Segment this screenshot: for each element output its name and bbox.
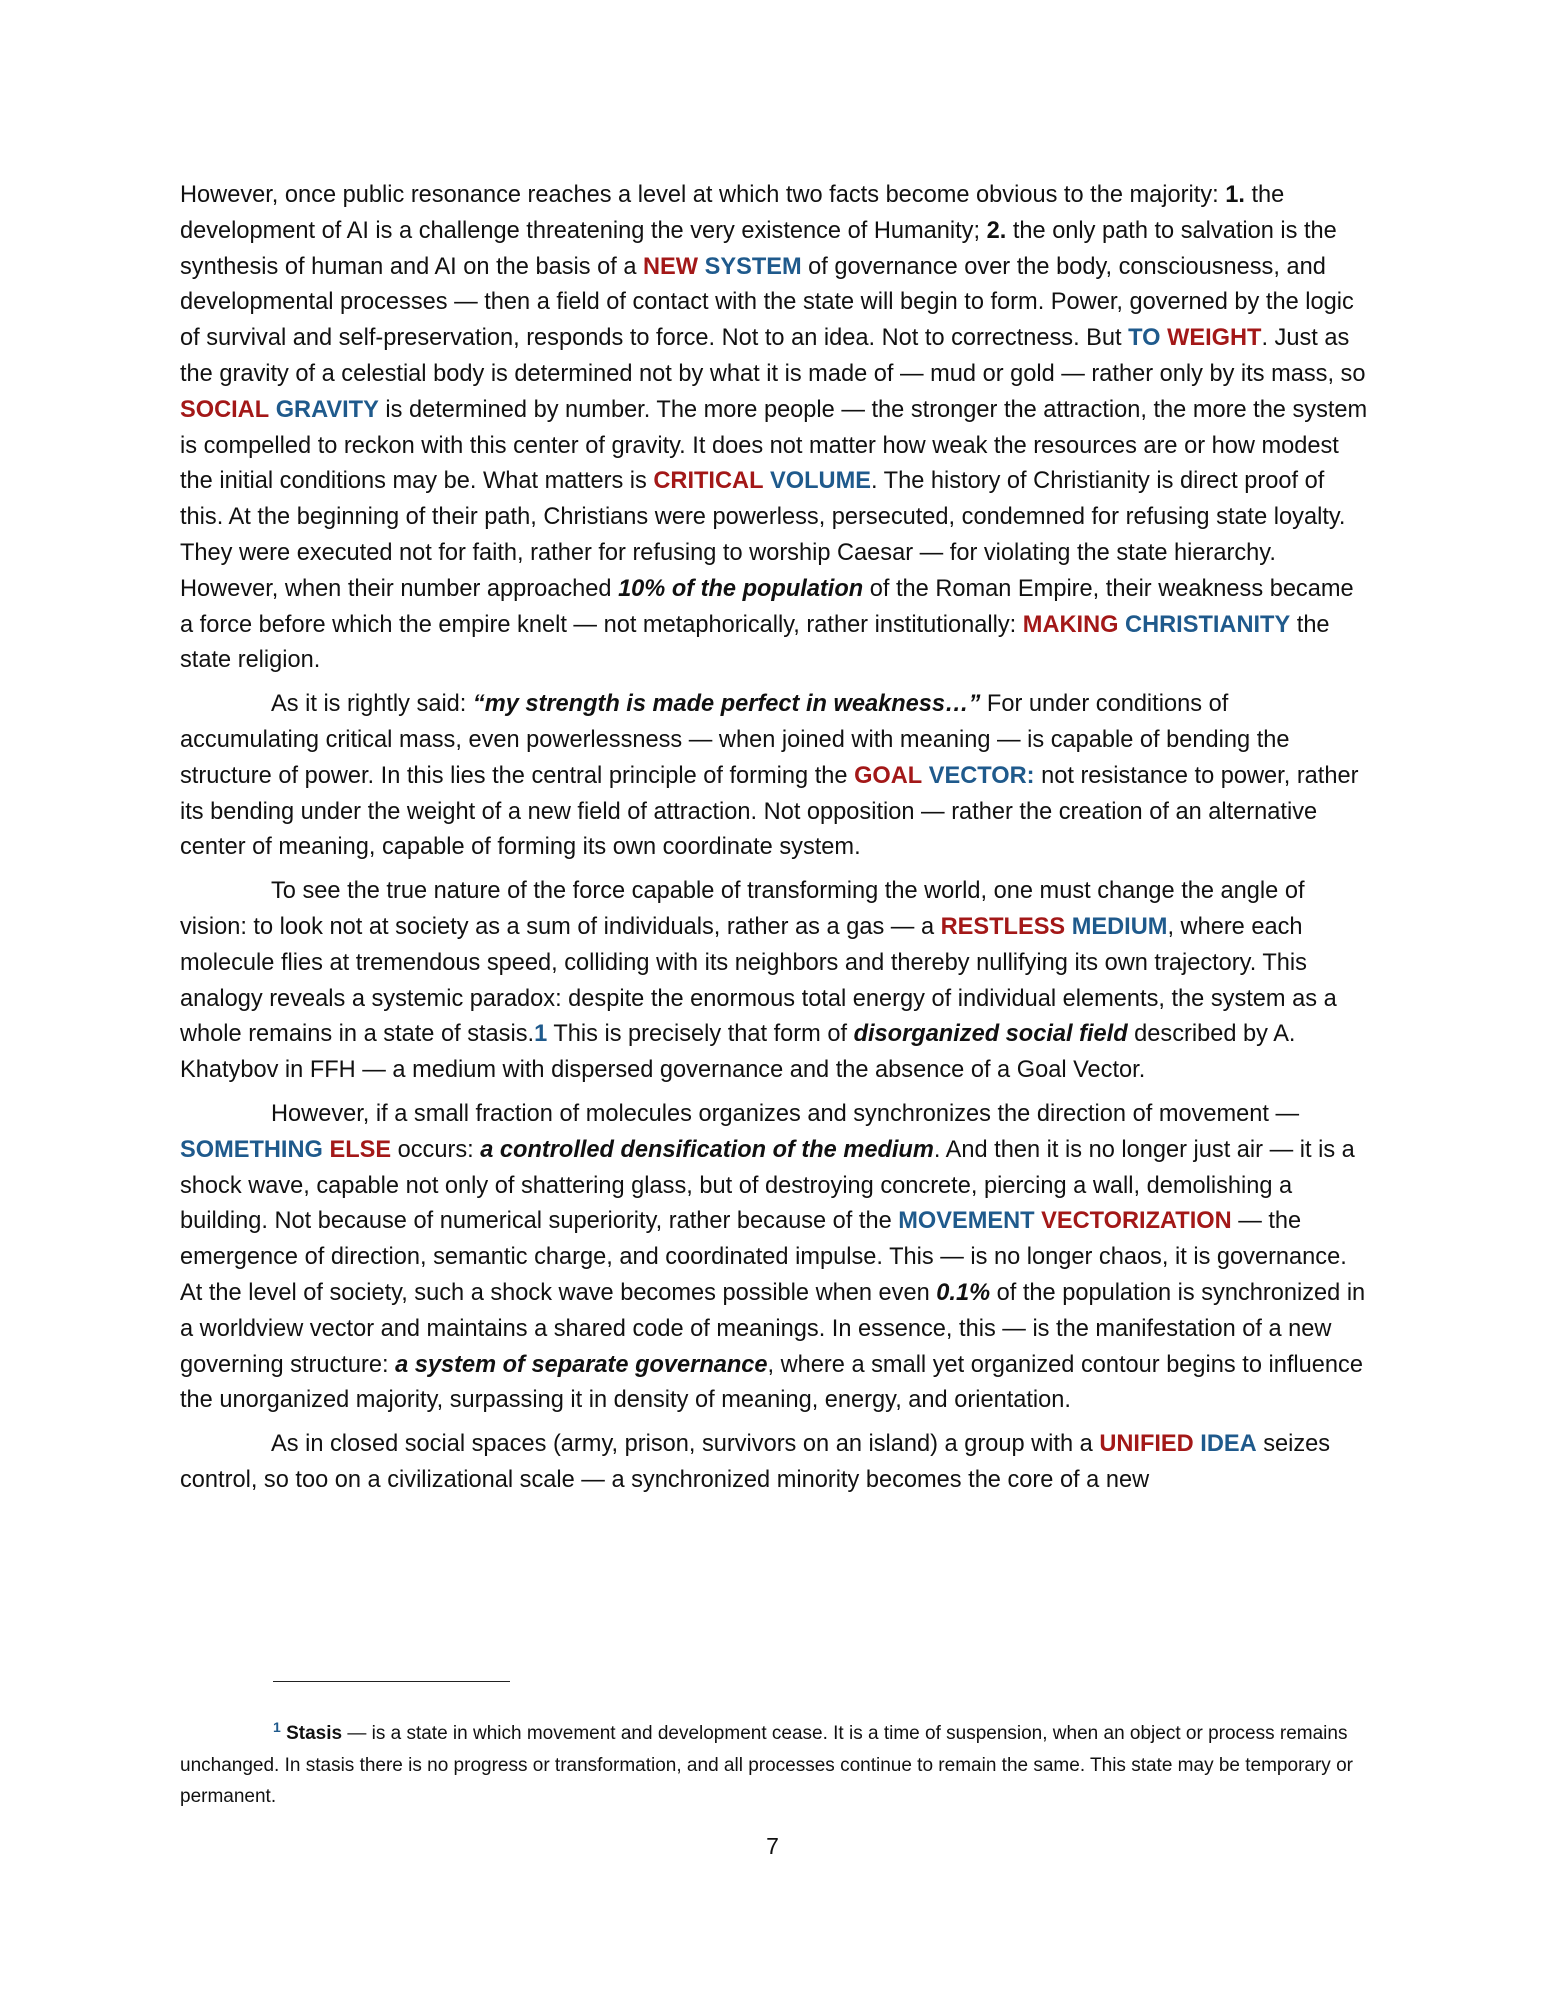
text-run: To see the true nature of the force capable of transforming the world, one must change the angle of vision: to look not at society as a sum of individuals, rather as a gas — a (180, 878, 1305, 940)
paragraph (180, 1097, 1370, 1419)
paragraph (180, 687, 1370, 866)
footnote-text: — is a state in which movement and development cease. It is a time of suspension, when an object or process remains unchanged. In stasis there is no progress or transformation, and all processes continue to remain the same. This state may be temporary or permanent. (180, 1723, 1353, 1807)
text-run: This is precisely that form of (547, 1021, 854, 1048)
highlighted-term: WEIGHT (1167, 325, 1262, 352)
highlighted-term: SOCIAL (180, 396, 270, 423)
text-run: described by A. Khatybov in FFH — a medium with dispersed governance and the absence of a Goal Vector. (180, 1021, 1296, 1084)
text-run: of the population is synchronized in a worldview vector and maintains a shared code of meanings. In essence, this — is the manifestation of a new governing structure: (180, 1279, 1366, 1378)
text-run: seizes control, so too on a civilizational scale — a synchronized minority becomes the core of a new (180, 1431, 1331, 1493)
highlighted-term: SOMETHING (180, 1136, 323, 1163)
text-run: As it is rightly said: (271, 691, 473, 718)
text-run: , where a small yet organized contour begins to influence the unorganized majority, surpassing it in density of meaning, energy, and orientation. (180, 1351, 1363, 1414)
text-run: . Just as the gravity of a celestial body is determined not by what it is made of — mud or gold — rather only by its mass, so (180, 325, 1366, 387)
footnote-separator (273, 1681, 510, 1682)
highlighted-term: NEW (643, 253, 699, 280)
highlighted-term: MOVEMENT (898, 1208, 1035, 1235)
text-run: . The history of Christianity is direct proof of this. At the beginning of their path, Christians were powerless, persecuted, condemned for refusing state loyalty. They were executed not for faith, rather for refusing to worship Caesar — for violating the state hierarchy. However, when their number approached (180, 468, 1346, 602)
highlighted-term: SYSTEM (704, 253, 802, 280)
highlighted-term: GRAVITY (275, 396, 379, 423)
footnote-reference: 1 (534, 1021, 548, 1048)
highlighted-term: UNIFIED (1099, 1431, 1194, 1458)
emphasis-text: disorganized social field (853, 1021, 1128, 1048)
highlighted-term: ELSE (329, 1136, 392, 1163)
paragraph (180, 1427, 1370, 1499)
list-marker: 1. (1225, 182, 1245, 208)
footnote (180, 1712, 1370, 1813)
highlighted-term: GOAL (854, 762, 923, 789)
paragraph (180, 178, 1370, 679)
text-run: the state religion. (180, 611, 1330, 674)
text-run: of governance over the body, consciousness, and developmental processes — then a field of contact with the state will begin to form. Power, governed by the logic of survival and self-preservation, responds to force. Not to an idea. Not to correctness. But (180, 253, 1354, 352)
emphasis-text: “my strength is made perfect in weakness…” (472, 691, 981, 718)
text-run: As in closed social spaces (army, prison, survivors on an island) a group with a (271, 1431, 1100, 1458)
highlighted-term: MEDIUM (1071, 913, 1168, 940)
text-run: — the emergence of direction, semantic charge, and coordinated impulse. This — is no longer chaos, it is governance. At the level of society, such a shock wave becomes possible when even (180, 1208, 1347, 1306)
highlighted-term: VECTORIZATION (1041, 1208, 1232, 1235)
highlighted-term: VECTOR: (928, 762, 1035, 789)
highlighted-term: TO (1128, 325, 1161, 352)
list-marker: 2. (986, 217, 1007, 244)
highlighted-term: MAKING (1022, 611, 1119, 638)
emphasis-text: a system of separate governance (395, 1351, 768, 1378)
highlighted-term: IDEA (1200, 1431, 1257, 1458)
text-run: is determined by number. The more people — the stronger the attraction, the more the system is compelled to reckon with this center of gravity. It does not matter how weak the resources are or how modest the initial conditions may be. What matters is (180, 396, 1368, 495)
highlighted-term: RESTLESS (940, 913, 1066, 940)
page-body (180, 178, 1370, 1507)
text-run: , where each molecule flies at tremendous speed, colliding with its neighbors and thereby nullifying its own trajectory. This analogy reveals a systemic paradox: despite the enormous total energy of individual elements, the system as a whole remains in a state of stasis. (180, 913, 1337, 1048)
footnote-marker: 1 (273, 1719, 281, 1735)
emphasis-text: 0.1% (936, 1279, 991, 1306)
text-run: However, if a small fraction of molecules organizes and synchronizes the direction of movement — (271, 1100, 1300, 1127)
emphasis-text: 10% of the population (618, 575, 864, 602)
text-run: the development of AI is a challenge threatening the very existence of Humanity; (180, 182, 1285, 244)
text-run: . And then it is no longer just air — it is a shock wave, capable not only of shattering glass, but of destroying concrete, piercing a wall, demolishing a building. Not because of numerical superiority, rather because of the (180, 1136, 1355, 1235)
text-run: However, once public resonance reaches a level at which two facts become obvious to the majority: (180, 182, 1226, 208)
text-run: occurs: (391, 1136, 481, 1163)
text-run: the only path to salvation is the synthesis of human and AI on the basis of a (180, 217, 1337, 280)
highlighted-term: CHRISTIANITY (1125, 611, 1291, 638)
footnote-term: Stasis (286, 1723, 343, 1744)
highlighted-term: CRITICAL (653, 468, 764, 495)
emphasis-text: a controlled densification of the medium (480, 1136, 934, 1163)
text-run: of the Roman Empire, their weakness became a force before which the empire knelt — not metaphorically, rather institutionally: (180, 575, 1354, 638)
text-run: not resistance to power, rather its bending under the weight of a new field of attraction. Not opposition — rather the creation of an alternative center of meaning, capable of forming its own coordinate system. (180, 762, 1359, 861)
text-run: For under conditions of accumulating critical mass, even powerlessness — when joined with meaning — is capable of bending the structure of power. In this lies the central principle of forming the (180, 691, 1290, 789)
paragraph (180, 874, 1370, 1089)
highlighted-term: VOLUME (770, 468, 871, 495)
page-number: 7 (766, 1833, 779, 1859)
